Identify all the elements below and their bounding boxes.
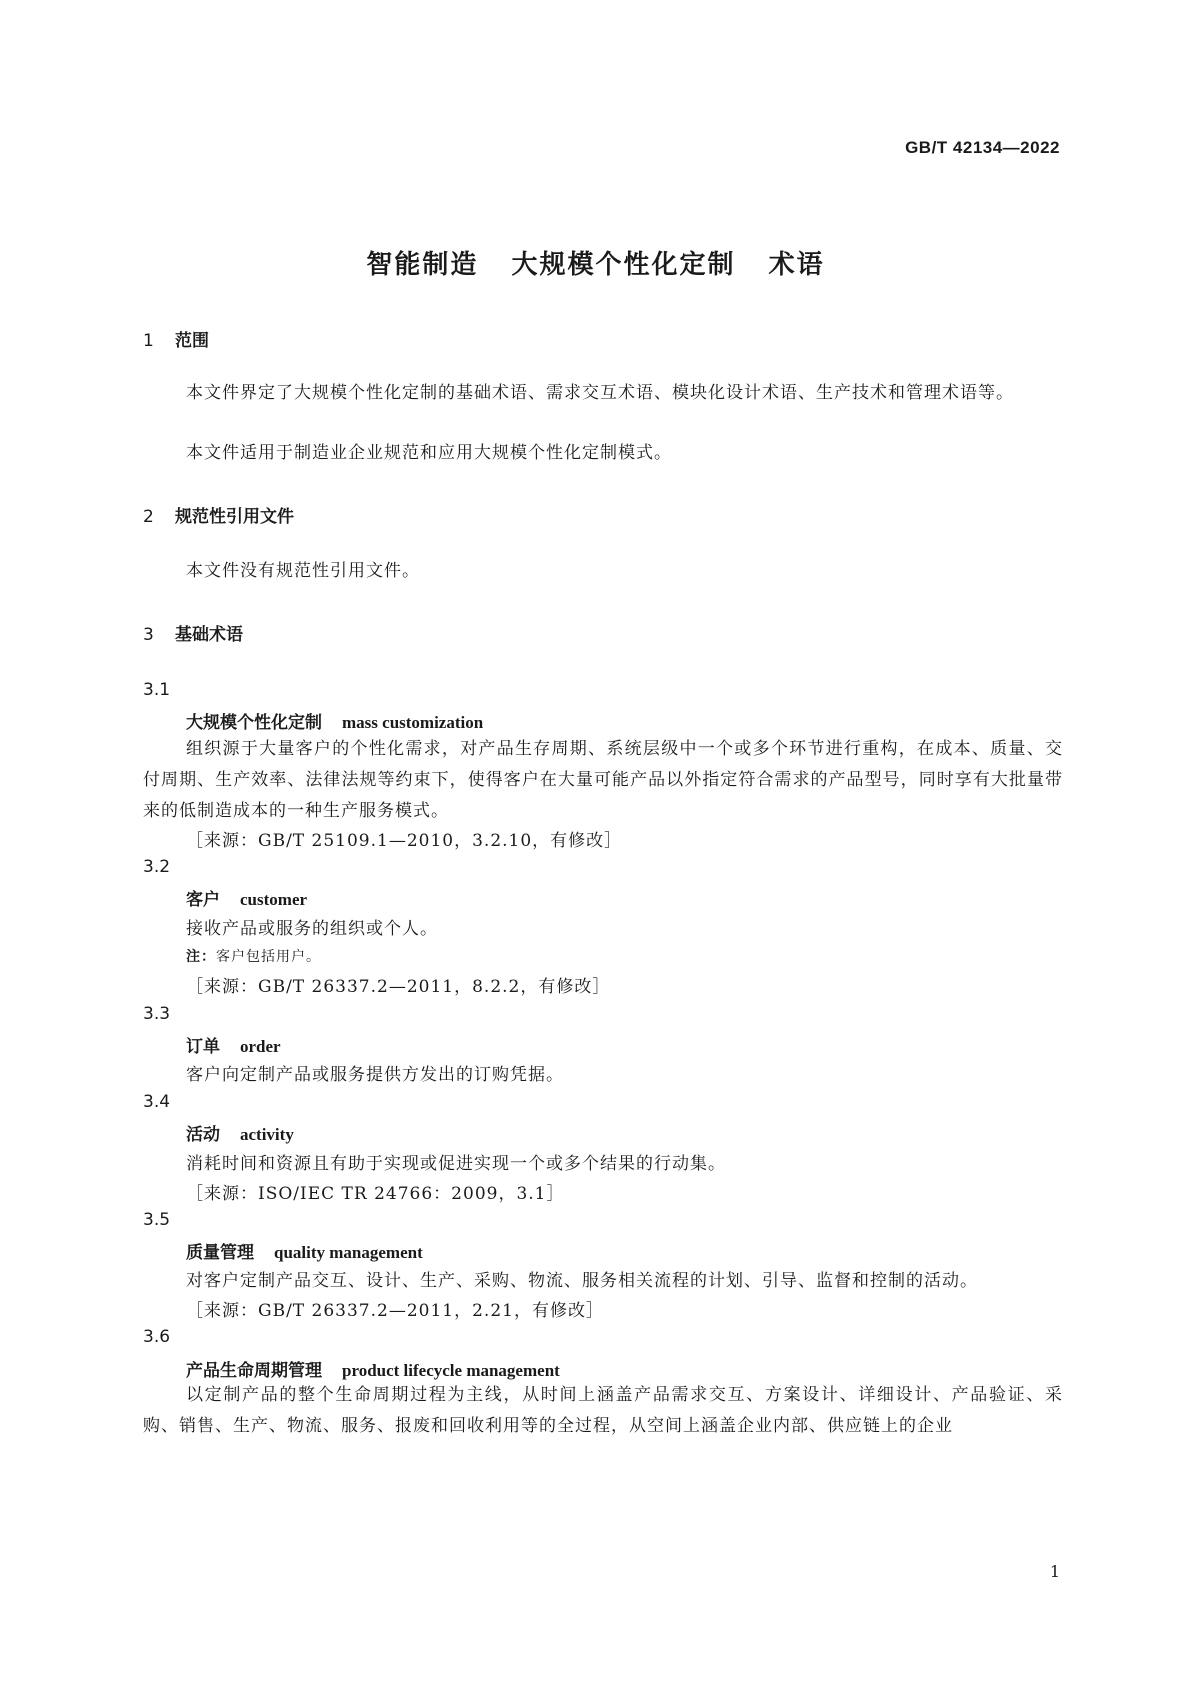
term-heading (186, 708, 483, 733)
section-1-paragraph-2: 本文件适用于制造业企业规范和应用大规模个性化定制模式。 (186, 443, 672, 463)
term-definition: 对客户定制产品交互、设计、生产、采购、物流、服务相关流程的计划、引导、监督和控制的活动。 (186, 1271, 978, 1291)
note-label: 注： (186, 949, 216, 965)
term-number: 3.2 (143, 857, 171, 877)
term-heading (186, 1032, 281, 1057)
page-number: 1 (1049, 1562, 1060, 1581)
term-note (186, 946, 321, 966)
section-title: 基础术语 (175, 625, 243, 645)
term-number: 3.3 (143, 1004, 171, 1024)
term-source: ［来源：GB/T 26337.2—2011，2.21，有修改］ (186, 1301, 604, 1321)
term-en: quality management (274, 1243, 423, 1262)
section-1-heading (143, 326, 209, 351)
term-en: activity (240, 1125, 294, 1144)
term-definition: 组织源于大量客户的个性化需求，对产品生存周期、系统层级中一个或多个环节进行重构，在成本、质量、交付周期、生产效率、法律法规等约束下，使得客户在大量可能产品以外指定符合需求的产品型号，同时享有大批量带来的低制造成本的一种生产服务模式。 (143, 739, 1063, 821)
section-number: 2 (143, 507, 154, 527)
term-zh: 质量管理 (186, 1243, 254, 1263)
term-source: ［来源：GB/T 25109.1—2010，3.2.10，有修改］ (186, 831, 623, 851)
term-zh: 大规模个性化定制 (186, 713, 322, 733)
term-zh: 产品生命周期管理 (186, 1361, 322, 1381)
term-number: 3.1 (143, 680, 171, 700)
section-2-heading (143, 502, 294, 527)
term-zh: 活动 (186, 1125, 220, 1145)
term-heading (186, 1120, 294, 1145)
term-en: product lifecycle management (342, 1361, 560, 1380)
standard-code: GB/T 42134—2022 (905, 138, 1060, 157)
term-number: 3.6 (143, 1327, 171, 1347)
term-definition: 客户向定制产品或服务提供方发出的订购凭据。 (186, 1065, 564, 1085)
document-title: 智能制造 大规模个性化定制 术语 (366, 250, 825, 280)
section-1-paragraph-1: 本文件界定了大规模个性化定制的基础术语、需求交互术语、模块化设计术语、生产技术和管理术语等。 (186, 383, 1014, 403)
term-heading (186, 885, 307, 910)
section-number: 3 (143, 625, 154, 645)
term-source: ［来源：ISO/IEC TR 24766：2009，3.1］ (186, 1184, 565, 1204)
term-en: order (240, 1037, 281, 1056)
term-number: 3.5 (143, 1210, 171, 1230)
term-heading (186, 1238, 423, 1263)
term-en: customer (240, 890, 308, 909)
term-heading (186, 1356, 560, 1381)
section-title: 规范性引用文件 (175, 507, 294, 527)
term-zh: 订单 (186, 1037, 220, 1057)
term-definition: 接收产品或服务的组织或个人。 (186, 919, 438, 939)
section-number: 1 (143, 331, 154, 351)
term-definition: 消耗时间和资源且有助于实现或促进实现一个或多个结果的行动集。 (186, 1154, 726, 1174)
term-number: 3.4 (143, 1092, 171, 1112)
note-text: 客户包括用户。 (216, 949, 321, 965)
section-title: 范围 (175, 331, 209, 351)
section-3-heading (143, 620, 243, 645)
term-definition: 以定制产品的整个生命周期过程为主线，从时间上涵盖产品需求交互、方案设计、详细设计、产品验证、采购、销售、生产、物流、服务、报废和回收利用等的全过程，从空间上涵盖企业内部、供应链上的企业 (143, 1385, 1063, 1436)
term-en: mass customization (342, 713, 484, 732)
term-source: ［来源：GB/T 26337.2—2011，8.2.2，有修改］ (186, 977, 611, 997)
section-2-paragraph-1: 本文件没有规范性引用文件。 (186, 561, 420, 581)
term-zh: 客户 (186, 890, 220, 910)
